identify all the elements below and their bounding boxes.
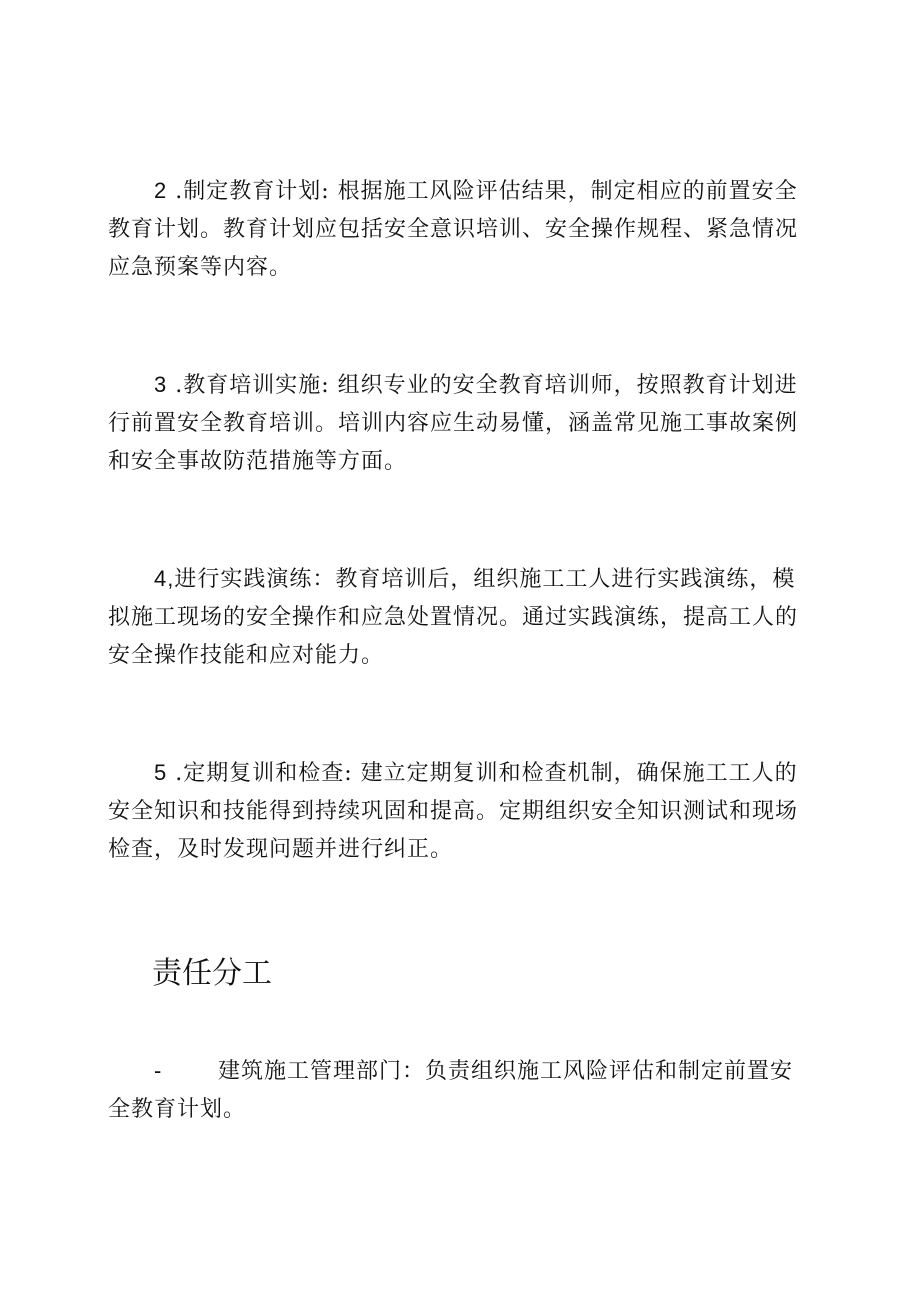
section-body: 建立定期复训和检查机制，确保施工工人的安全知识和技能得到持续巩固和提高。定期组织安全知识测试和现场检查，及时发现问题并进行纠正。	[108, 761, 799, 862]
responsibility-item	[108, 1052, 808, 1129]
section-5-paragraph	[108, 754, 808, 869]
section-title: 教育培训实施:	[183, 373, 330, 398]
responsibility-heading: 责任分工	[152, 956, 272, 991]
responsibility-text: 建筑施工管理部门：负责组织施工风险评估和制定前置安全教育计划。	[108, 1059, 794, 1122]
section-body: 教育培训后，组织施工工人进行实践演练，模拟施工现场的安全操作和应急处置情况。通过实践演练，提高工人的安全操作技能和应对能力。	[108, 567, 799, 668]
section-body: 根据施工风险评估结果，制定相应的前置安全教育计划。教育计划应包括安全意识培训、安全操作规程、紧急情况应急预案等内容。	[108, 179, 799, 280]
bullet-dash: -	[154, 1058, 163, 1083]
section-title: 进行实践演练：	[174, 567, 336, 592]
section-title: 制定教育计划:	[183, 179, 330, 204]
section-separator: .	[167, 179, 184, 204]
section-2-paragraph	[108, 172, 808, 287]
section-separator: .	[167, 761, 184, 786]
section-separator: .	[167, 373, 184, 398]
section-number: 3	[154, 372, 168, 397]
section-3-paragraph	[108, 366, 808, 481]
section-title: 定期复训和检查:	[183, 761, 353, 786]
section-4-paragraph	[108, 560, 808, 675]
section-number: 4,	[154, 566, 175, 591]
section-number: 2	[154, 178, 168, 203]
section-body: 组织专业的安全教育培训师，按照教育计划进行前置安全教育培训。培训内容应生动易懂，涵盖常见施工事故案例和安全事故防范措施等方面。	[108, 373, 799, 474]
section-number: 5	[154, 760, 168, 785]
